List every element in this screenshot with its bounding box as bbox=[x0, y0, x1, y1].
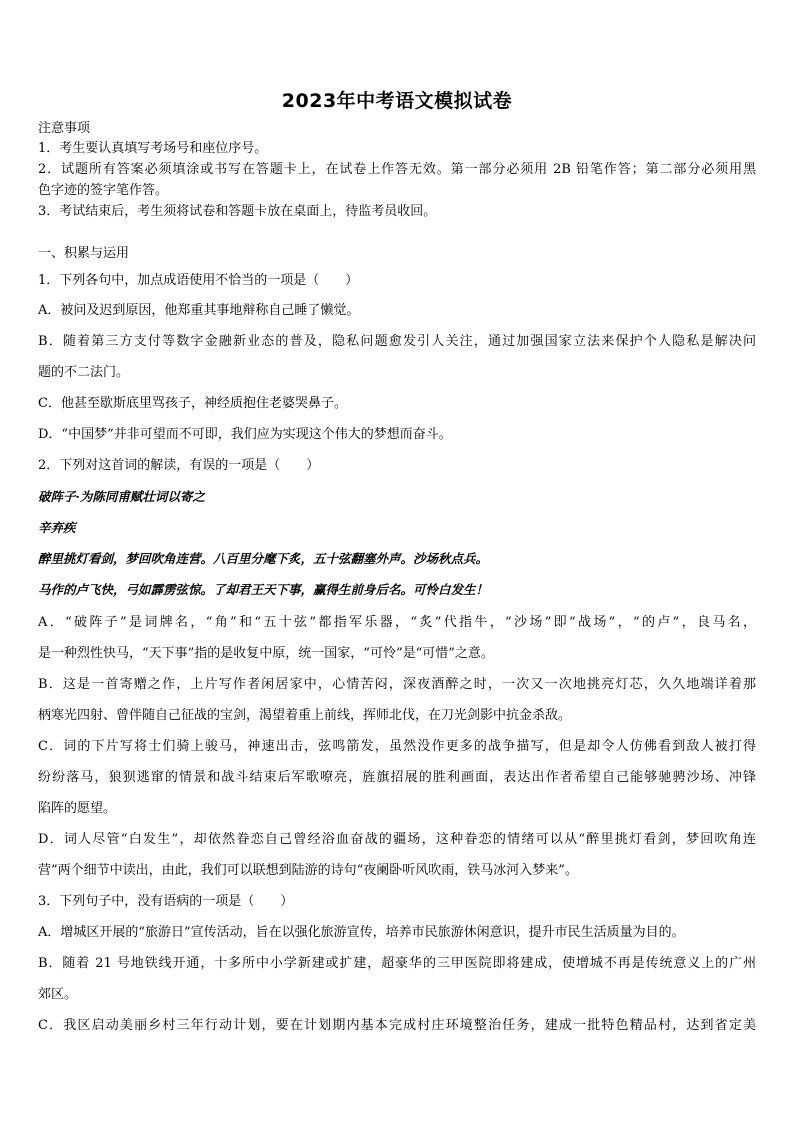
poem-line: 马作的卢飞快，弓如霹雳弦惊。了却君王天下事，赢得生前身后名。可怜白发生！ bbox=[38, 582, 489, 597]
question-2-option-d-cont: 营”两个细节中读出，由此，我们可以联想到陆游的诗句“夜阑卧听风吹雨，铁马冰河入梦来”。 bbox=[38, 863, 578, 878]
question-2-option-b-cont: 柄寒光四射、曾伴随自己征战的宝剑，渴望着重上前线，挥师北伐，在刀光剑影中抗金杀敌。 bbox=[38, 708, 572, 723]
question-2-option-c: C．词的下片写将士们骑上骏马，神速出击，弦鸣箭发，虽然没作更多的战争描写，但是却令人仿佛看到敌人被打得 bbox=[38, 739, 756, 754]
notice-heading: 注意事项 bbox=[38, 121, 91, 136]
poem-author: 辛弃疾 bbox=[38, 520, 76, 535]
question-3-option-c: C．我区启动美丽乡村三年行动计划，要在计划期内基本完成村庄环境整治任务，建成一批特色精品村，达到省定美 bbox=[38, 1018, 756, 1033]
question-2-option-c-cont: 纷纷落马，狼狈逃窜的情景和战斗结束后军歌嘹亮，旌旗招展的胜利画面，表达出作者希望自己能够驰骋沙场、冲锋 bbox=[38, 770, 756, 785]
notice-item: 3．考试结束后，考生须将试卷和答题卡放在桌面上，待监考员收回。 bbox=[38, 204, 437, 219]
question-2-option-a-cont: 是一种烈性快马，“天下事”指的是收复中原，统一国家，“可怜”是“可惜”之意。 bbox=[38, 646, 494, 661]
question-3-option-a: A．增城区开展的“旅游日”宣传活动，旨在以强化旅游宣传，培养市民旅游休闲意识，提升市民生活质量为目的。 bbox=[38, 925, 685, 940]
question-1-option-d: D．“中国梦”并非可望而不可即，我们应为实现这个伟大的梦想而奋斗。 bbox=[38, 427, 452, 442]
question-1-option-a: A．被问及迟到原因，他郑重其事地辩称自己睡了懒觉。 bbox=[38, 303, 360, 318]
question-2-stem: 2．下列对这首词的解读，有误的一项是（ ） bbox=[38, 458, 320, 473]
question-2-option-b: B．这是一首寄赠之作，上片写作者闲居家中，心情苦闷，深夜酒醉之时，一次又一次地挑亮灯芯，久久地端详着那 bbox=[38, 677, 756, 692]
question-3-option-b-cont: 郊区。 bbox=[38, 987, 78, 1002]
poem-line: 醉里挑灯看剑，梦回吹角连营。八百里分麾下炙，五十弦翻塞外声。沙场秋点兵。 bbox=[38, 551, 489, 566]
notice-item: 2．试题所有答案必须填涂或书写在答题卡上，在试卷上作答无效。第一部分必须用 2B 铅笔作答；第二部分必须用黑 bbox=[38, 162, 756, 177]
question-3-stem: 3．下列句子中，没有语病的一项是（ ） bbox=[38, 894, 294, 909]
question-1-option-b: B．随着第三方支付等数字金融新业态的普及，隐私问题愈发引人关注，通过加强国家立法来保护个人隐私是解决问 bbox=[38, 334, 756, 349]
question-1-option-c: C．他甚至歇斯底里骂孩子，神经质抱住老婆哭鼻子。 bbox=[38, 396, 347, 411]
question-2-option-d: D．词人尽管“白发生”，却依然眷恋自己曾经浴血奋战的疆场，这种眷恋的情绪可以从“醉里挑灯看剑，梦回吹角连 bbox=[38, 832, 756, 847]
notice-item: 色字迹的签字笔作答。 bbox=[38, 183, 169, 198]
exam-title: 2023年中考语文模拟试卷 bbox=[281, 90, 513, 112]
question-3-option-b: B．随着 21 号地铁线开通，十多所中小学新建或扩建，超豪华的三甲医院即将建成，使增城不再是传统意义上的广州 bbox=[38, 956, 756, 971]
section-heading: 一、积累与运用 bbox=[38, 246, 130, 261]
poem-title: 破阵子·为陈同甫赋壮词以寄之 bbox=[38, 489, 205, 504]
question-1-stem: 1．下列各句中，加点成语使用不恰当的一项是（ ） bbox=[38, 273, 359, 288]
question-1-option-b-cont: 题的不二法门。 bbox=[38, 365, 130, 380]
notice-item: 1．考生要认真填写考场号和座位序号。 bbox=[38, 141, 268, 156]
question-2-option-a: A．“破阵子”是词牌名，“角”和“五十弦”都指军乐器，“炙”代指牛，“沙场”即“战场”，“的卢”，良马名， bbox=[38, 615, 756, 630]
question-2-option-c-cont: 陷阵的愿望。 bbox=[38, 801, 117, 816]
